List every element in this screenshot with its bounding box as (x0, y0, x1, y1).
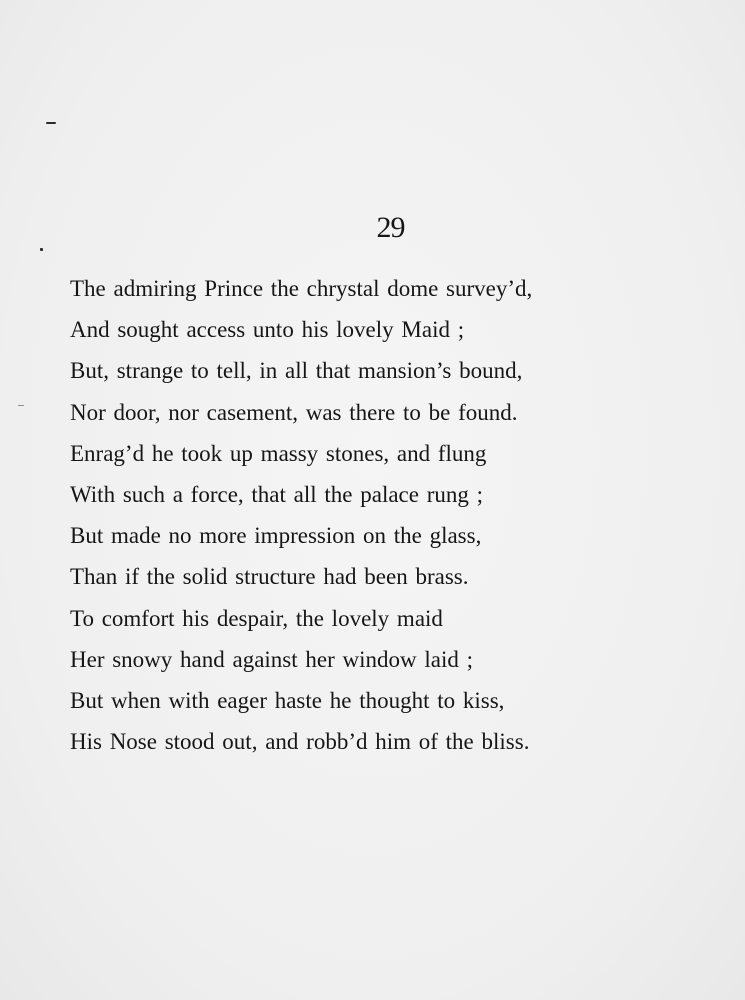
poem-line: To comfort his despair, the lovely maid (70, 605, 443, 631)
poem-line: Enrag’d he took up massy stones, and flung (70, 440, 487, 466)
margin-mark (46, 122, 56, 124)
poem-line: Her snowy hand against her window laid ; (70, 646, 474, 672)
margin-mark (40, 248, 43, 251)
poem-line: The admiring Prince the chrystal dome survey’d, (70, 276, 533, 301)
poem-text (70, 268, 690, 762)
poem-line: With such a force, that all the palace rung ; (70, 481, 484, 507)
margin-mark (18, 405, 24, 406)
poem-line: And sought access unto his lovely Maid ; (70, 317, 465, 343)
poem-line: Than if the solid structure had been brass. (70, 564, 469, 590)
poem-line: But when with eager haste he thought to kiss, (70, 687, 505, 713)
poem-line: His Nose stood out, and robb’d him of the bliss. (70, 729, 530, 755)
page-number: 29 (376, 211, 405, 244)
poem-line: But made no more impression on the glass, (70, 523, 482, 549)
poem-line: Nor door, nor casement, was there to be found. (70, 399, 518, 425)
poem-line: But, strange to tell, in all that mansion’s bound, (70, 358, 523, 384)
